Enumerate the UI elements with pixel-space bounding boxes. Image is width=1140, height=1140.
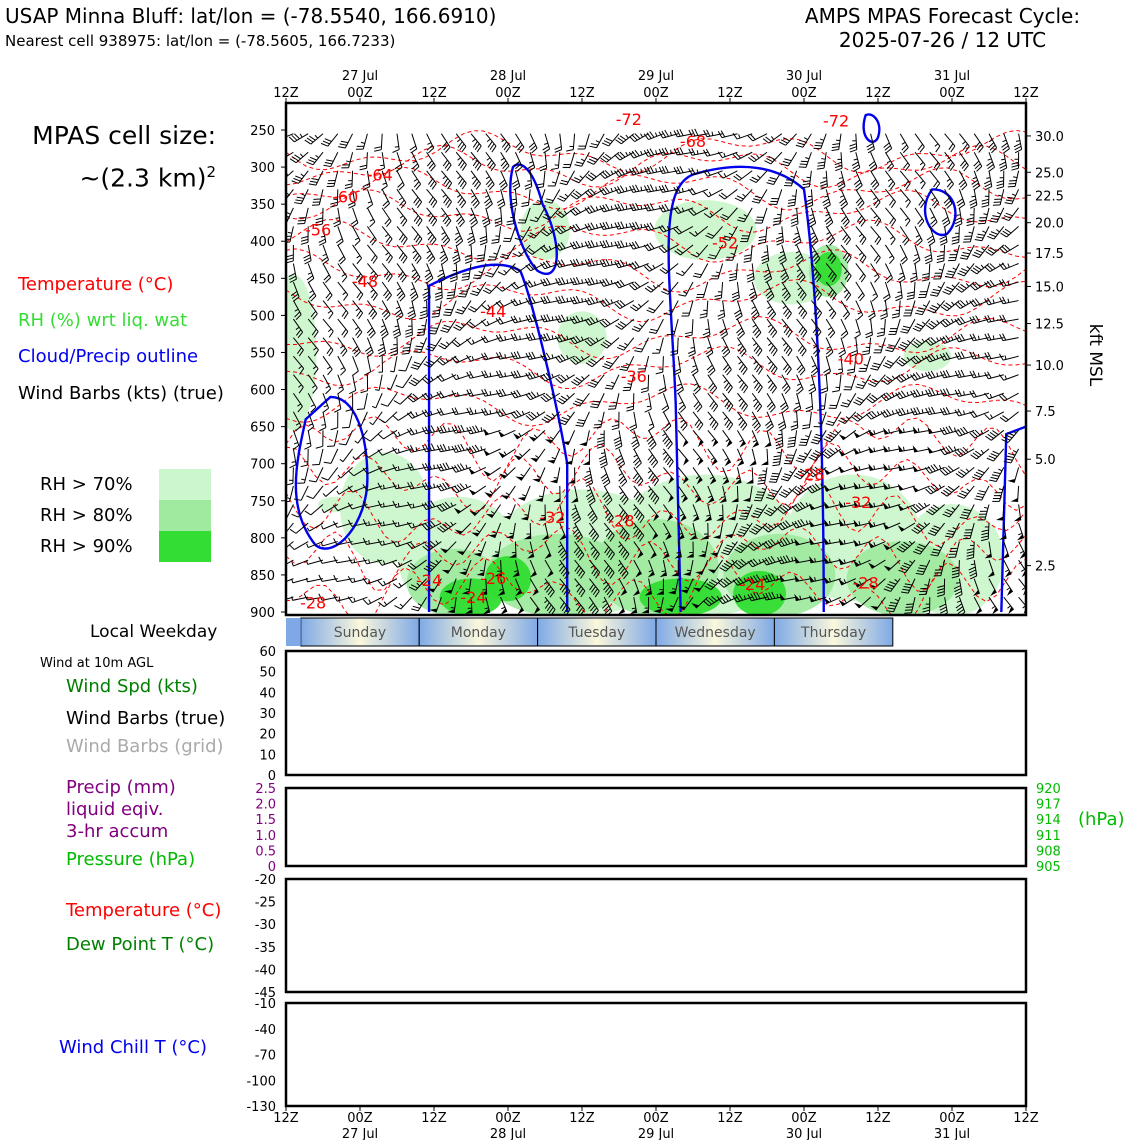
legend-rh: RH (%) wrt liq. wat	[18, 310, 188, 331]
wind-barb-219-half	[407, 344, 411, 345]
wind-barb-2-barb	[278, 175, 284, 179]
wind-barb-528-half	[582, 279, 583, 283]
wind-barb-959-half	[815, 558, 816, 562]
wind-barb-227-half	[398, 484, 399, 488]
wind-barb-936-barb	[816, 143, 823, 144]
cycle-line1: AMPS MPAS Forecast Cycle:	[804, 4, 1081, 28]
wind-barb-278-half	[434, 465, 435, 469]
wind-barb-378-half	[490, 391, 491, 395]
wind-barb-144-barb	[357, 409, 364, 410]
wind-barb-738-half	[705, 329, 709, 330]
wind-barb-713-half	[690, 348, 694, 349]
wind-barb-0-barb	[280, 132, 285, 138]
station-title: USAP Minna Bluff: lat/lon = (-78.5540, 166.6910)	[5, 4, 497, 28]
wind-barb-295-barb	[445, 309, 452, 310]
windchill-panel-label: Wind Chill T (°C)	[59, 1037, 207, 1058]
wind-barb-411-half	[510, 533, 514, 534]
wind-barb-18-staff	[293, 467, 294, 483]
wind-barb-386-half	[495, 552, 499, 553]
wind-speed-label: Wind Spd (kts)	[66, 676, 198, 697]
legend-temperature: Temperature (°C)	[18, 274, 174, 295]
wind-barb-851-barb	[755, 497, 762, 498]
local-weekday-label: Local Weekday	[90, 622, 218, 642]
wind-barb-1-barb	[274, 156, 279, 161]
wind-barb-653-half	[656, 187, 657, 191]
wind-barb-628-half	[641, 205, 642, 209]
wind-barb-23-barb	[274, 563, 279, 568]
pressure-label: Pressure (hPa)	[66, 849, 196, 870]
weekday-cell-start	[286, 618, 301, 646]
wind-barb-826-barb	[741, 513, 748, 514]
wind-barb-936-barb	[814, 145, 821, 146]
wind-barb-478-half	[552, 316, 553, 320]
wind-barb-1-barb	[280, 152, 285, 157]
pressure-unit-label: (hPa)	[1078, 809, 1125, 830]
wind-barb-353-half	[475, 410, 476, 414]
precip-label-3: 3-hr accum	[66, 821, 169, 842]
wind-barb-662-staff	[663, 356, 664, 372]
wind-barb-826-barb	[740, 516, 747, 517]
wind-barb-936-barb	[813, 148, 820, 149]
wind-barb-302-half	[449, 428, 450, 432]
legend-rh70: RH > 70%	[40, 474, 133, 495]
nearest-cell-line: Nearest cell 938975: lat/lon = (-78.5605, 166.7233)	[5, 32, 396, 50]
precip-label-1: Precip (mm)	[66, 777, 176, 798]
dewpoint-panel-label: Dew Point T (°C)	[66, 934, 215, 955]
wind-barb-901-barb	[785, 461, 792, 462]
wind-barb-876-barb	[771, 476, 778, 477]
cell-size-exp: 2	[206, 163, 216, 181]
wind-barb-25-half	[277, 598, 278, 602]
wind-barb-177-half	[369, 521, 370, 525]
wind-barb-851-barb	[757, 492, 764, 493]
wind-10m-label: Wind at 10m AGL	[40, 656, 154, 671]
temperature-panel-label: Temperature (°C)	[66, 900, 222, 921]
wind-barb-0-barb	[277, 133, 282, 139]
wind-barb-875-half	[777, 452, 781, 453]
wind-barb-826-barb	[739, 519, 746, 520]
wind-barb-3-barb	[279, 197, 286, 200]
legend-rh90: RH > 90%	[40, 536, 133, 557]
legend-rh80: RH > 80%	[40, 505, 133, 526]
wind-barb-270-barb	[430, 328, 437, 329]
wind-barb-901-barb	[786, 458, 793, 459]
wind-barb-345-barb	[474, 275, 481, 276]
wind-barb-320-barb	[460, 291, 467, 292]
wind-barb-876-barb	[769, 482, 776, 483]
cycle-line2: 2025-07-26 / 12 UTC	[838, 28, 1047, 52]
wind-barb-17-half	[292, 462, 296, 463]
wind-barb-901-barb	[787, 455, 794, 456]
wind-barb-851-barb	[754, 500, 761, 501]
wind-barbs-true-label: Wind Barbs (true)	[66, 708, 226, 729]
wind-barb-345-barb	[473, 278, 480, 279]
wind-barb-553-half	[597, 261, 598, 265]
wind-barb-2-barb	[275, 177, 281, 181]
wind-barb-270-barb	[428, 333, 435, 334]
wind-barb-883-half	[777, 594, 778, 598]
wind-barb-21-barb	[277, 533, 284, 536]
wind-barb-984-half	[829, 540, 830, 544]
wind-barb-1-barb	[277, 154, 282, 159]
wind-barb-876-barb	[772, 473, 779, 474]
wind-barb-320-barb	[458, 296, 465, 297]
wind-barb-962-half	[836, 140, 840, 141]
wind-barb-937-half	[821, 159, 825, 160]
wind-barb-826-barb	[742, 510, 749, 511]
wind-barb-269-half	[436, 307, 440, 308]
wind-barb-578-half	[611, 242, 612, 246]
legend-cloud: Cloud/Precip outline	[18, 346, 199, 367]
wind-barb-311-half	[451, 608, 455, 609]
cell-size-line1: MPAS cell size:	[32, 121, 216, 150]
wind-barb-42-half	[307, 443, 311, 444]
wind-barb-3-barb	[277, 199, 284, 202]
wind-barb-403-half	[505, 373, 506, 377]
precip-label-2: liquid eqiv.	[66, 799, 164, 820]
wind-barb-244-half	[421, 325, 425, 326]
wind-barb-603-half	[626, 224, 627, 228]
wind-barb-303-half	[449, 446, 450, 450]
wind-barb-202-half	[383, 503, 384, 507]
wind-barb-22-barb	[275, 548, 281, 552]
wind-barb-82-half	[336, 218, 340, 219]
legend-wind: Wind Barbs (kts) (true)	[18, 383, 224, 404]
wind-barb-1009-half	[844, 521, 845, 525]
wind-barb-851-barb	[756, 495, 763, 496]
wind-barb-876-barb	[770, 479, 777, 480]
wind-barb-320-barb	[459, 294, 466, 295]
wind-barb-850-half	[762, 471, 766, 472]
wind-barb-436-half	[524, 515, 528, 516]
wind-barb-638-half	[647, 406, 651, 407]
wind-barb-182-half	[395, 147, 399, 148]
wind-barb-763-half	[720, 310, 724, 311]
wind-barb-106-staff	[352, 171, 353, 187]
wind-barb-270-barb	[429, 330, 436, 331]
wind-barb-295-barb	[443, 315, 450, 316]
wind-barb-377-half	[490, 373, 491, 377]
cell-size-value: ~(2.3 km)	[79, 163, 207, 193]
wind-barb-901-barb	[784, 463, 791, 464]
wind-barb-295-barb	[444, 312, 451, 313]
wind-barbs-grid-label: Wind Barbs (grid)	[66, 736, 224, 757]
wind-barb-503-half	[567, 298, 568, 302]
